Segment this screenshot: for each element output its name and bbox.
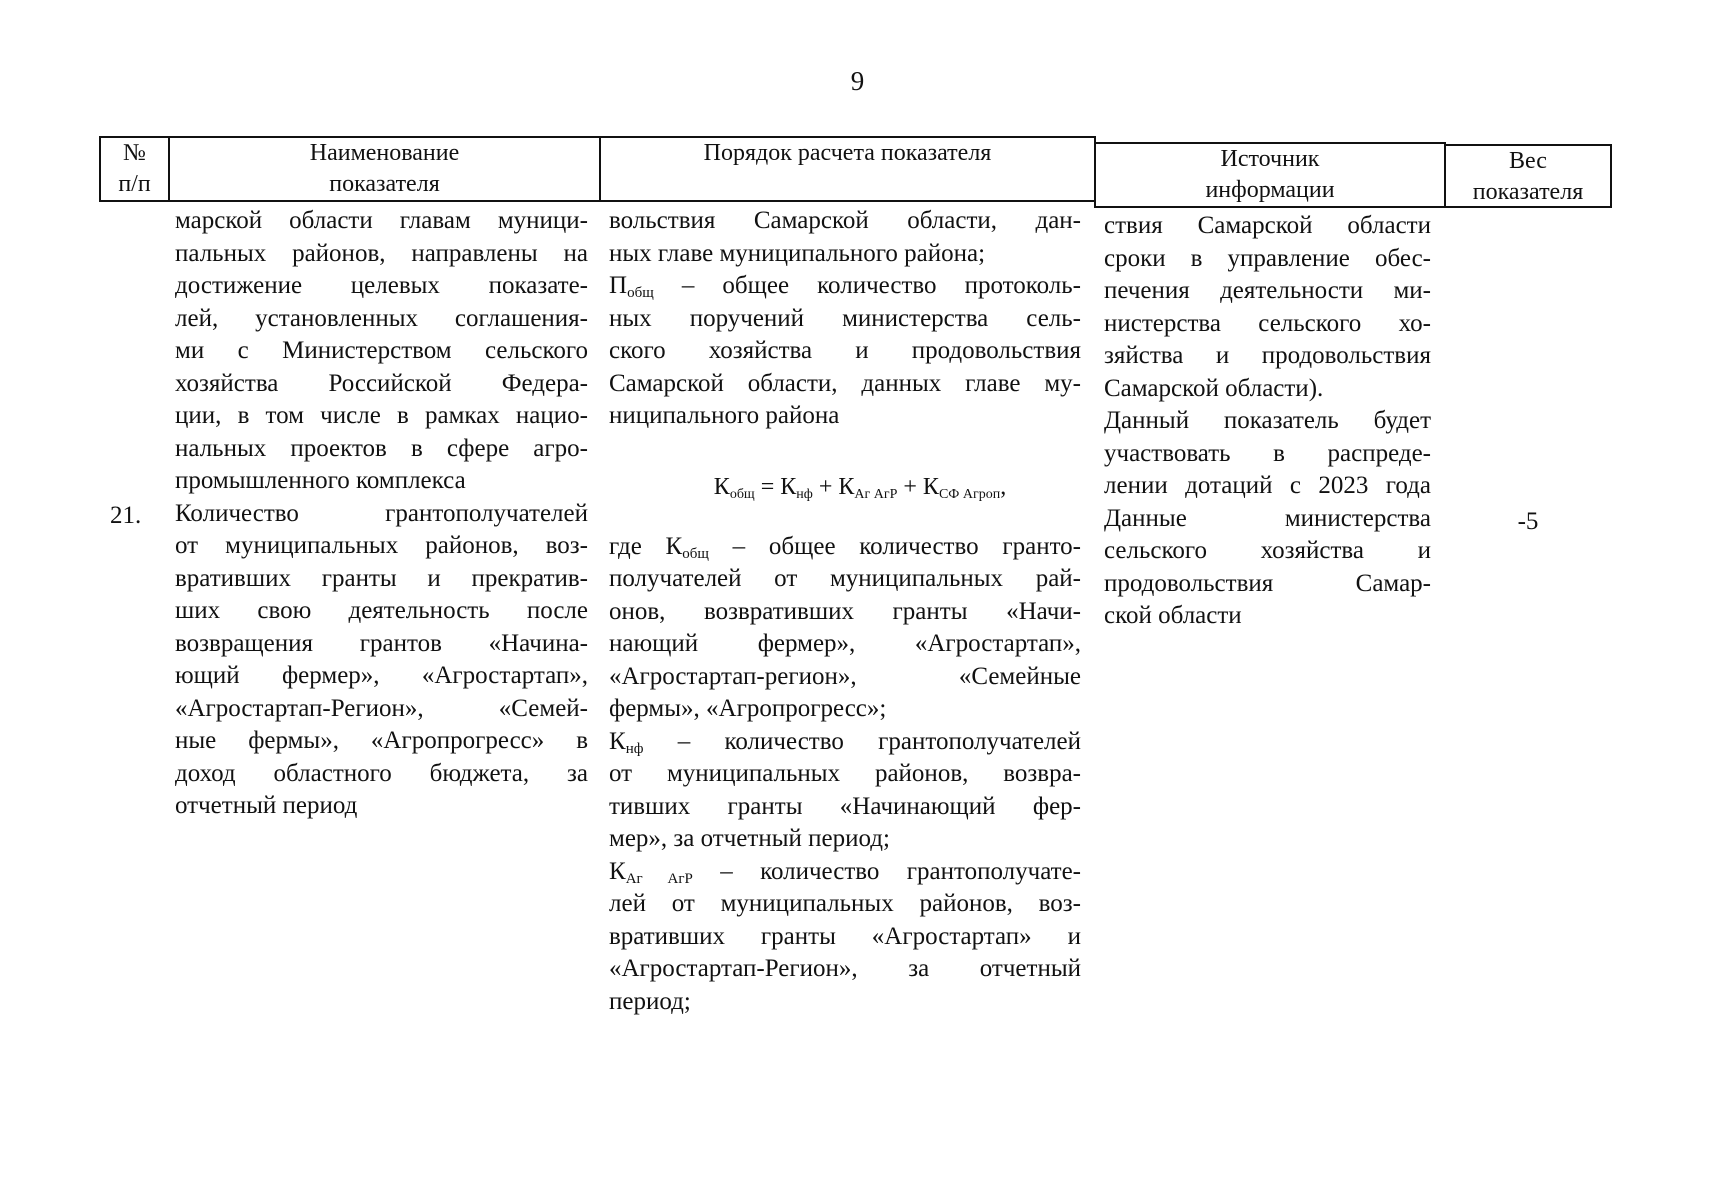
calc-line: мер», за отчетный период;	[609, 825, 890, 852]
name-line: доход областного бюджета, за	[175, 759, 588, 787]
name-line: пальных районов, направлены на	[175, 239, 588, 267]
kag-def: $К_{Аг АгР}$ – количество грантополучате-	[609, 857, 1081, 887]
calc-line: тивших гранты «Начинающий фер-	[609, 792, 1081, 820]
header-col-name: Наименование показателя	[168, 136, 601, 202]
calc-line: фермы», «Агропрогресс»;	[609, 695, 887, 722]
header-col-source: Источник информации	[1094, 142, 1446, 208]
name-column	[175, 205, 588, 823]
source-line: Данный показатель будет	[1104, 407, 1431, 434]
source-line: ской области	[1104, 602, 1242, 629]
calc-column	[609, 205, 1081, 1018]
name-line: «Агростартап-Регион», «Семей-	[175, 694, 588, 722]
name-line: вративших гранты и прекратив-	[175, 564, 588, 592]
calc-line: лей от муниципальных районов, воз-	[609, 890, 1081, 917]
name-line: марской области главам муници-	[175, 207, 588, 234]
calc-line: получателей от муниципальных рай-	[609, 565, 1081, 592]
calc-line: Самарской области, данных главе му-	[609, 369, 1081, 397]
calc-line: ского хозяйства и продовольствия	[609, 337, 1081, 364]
name-line: ми с Министерством сельского	[175, 337, 588, 364]
calc-line: от муниципальных районов, возвра-	[609, 760, 1081, 787]
name-line: хозяйства Российской Федера-	[175, 369, 588, 397]
source-line: продовольствия Самар-	[1104, 569, 1431, 597]
source-line: Самарской области).	[1104, 374, 1324, 402]
calc-p-def: $П_{общ}$ – общее количество протоколь-	[609, 272, 1081, 301]
name-line: достижение целевых показате-	[175, 272, 588, 299]
name-line: ные фермы», «Агропрогресс» в	[175, 727, 588, 754]
calc-line: период;	[609, 987, 691, 1015]
source-line: участвовать в распреде-	[1104, 439, 1431, 467]
source-line: сельского хозяйства и	[1104, 537, 1431, 564]
formula: $К_{общ} = К_{нф} + К_{Аг АгР} + К_{СФ Агроп}$,	[713, 473, 1007, 502]
source-line: печения деятельности ми-	[1104, 277, 1431, 304]
calc-line: ных главе муниципального района;	[609, 239, 986, 267]
calc-line: «Агростартап-Регион», за отчетный	[609, 955, 1081, 982]
name-line: Количество грантополучателей	[175, 499, 588, 527]
name-line: промышленного комплекса	[175, 467, 466, 494]
name-line: ших свою деятельность после	[175, 597, 588, 624]
source-line: сроки в управление обес-	[1104, 244, 1431, 272]
source-line: нистерства сельского хо-	[1104, 309, 1431, 337]
calc-line: ниципального района	[609, 402, 840, 429]
header-col-number: № п/п	[99, 136, 170, 202]
name-line: лей, установленных соглашения-	[175, 304, 588, 332]
calc-line: онов, возвративших гранты «Начи-	[609, 597, 1081, 625]
name-line: нальных проектов в сфере агро-	[175, 434, 588, 462]
name-line: возвращения грантов «Начина-	[175, 629, 588, 657]
name-line: отчетный период	[175, 792, 358, 819]
source-column	[1104, 210, 1431, 633]
header-col-calc: Порядок расчета показателя	[599, 136, 1096, 202]
knf-def: $К_{нф}$ – количество грантополучателей	[609, 727, 1081, 757]
name-line: ции, в том числе в рамках нацио-	[175, 402, 588, 429]
table-header	[0, 136, 1715, 208]
page-number: 9	[850, 66, 865, 96]
calc-line: «Агростартап-регион», «Семейные	[609, 662, 1081, 690]
calc-line: вольствия Самарской области, дан-	[609, 207, 1081, 234]
calc-line: вративших гранты «Агростартап» и	[609, 922, 1081, 950]
source-line: лении дотаций с 2023 года	[1104, 472, 1431, 499]
row-number: 21.	[110, 502, 142, 529]
source-line: зяйства и продовольствия	[1104, 342, 1431, 369]
where-def: где $К_{общ}$ – общее количество гранто-	[609, 532, 1081, 562]
header-col-weight: Вес показателя	[1444, 144, 1612, 208]
name-line: ющий фермер», «Агростартап»,	[175, 662, 588, 689]
calc-line: ных поручений министерства сель-	[609, 304, 1081, 332]
calc-line: нающий фермер», «Агростартап»,	[609, 630, 1081, 657]
source-line: Данные министерства	[1104, 504, 1431, 532]
name-line: от муниципальных районов, воз-	[175, 532, 588, 559]
weight-value: -5	[1517, 508, 1539, 535]
source-line: ствия Самарской области	[1104, 212, 1431, 239]
